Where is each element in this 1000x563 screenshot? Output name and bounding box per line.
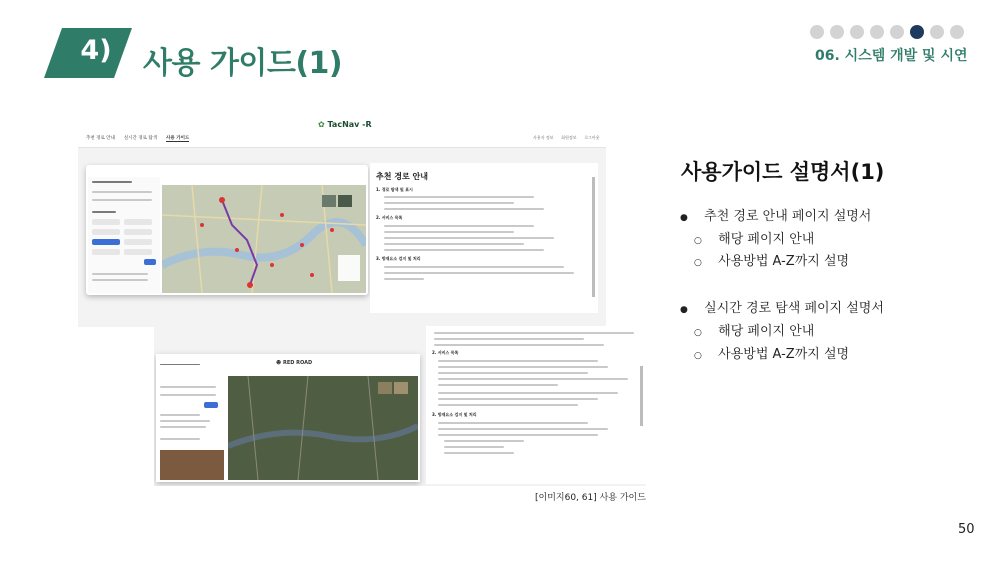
page-number: 50 xyxy=(958,522,975,537)
progress-dot xyxy=(930,25,944,39)
hollow-bullet-icon: ○ xyxy=(694,351,702,361)
disaster-photo xyxy=(160,450,224,480)
guide-subitem-text: 사용방법 A-Z까지 설명 xyxy=(718,347,850,362)
section-number: 4) xyxy=(80,35,112,66)
doc-section-2: 2. 서비스 목록 xyxy=(376,215,403,220)
breadcrumb: 06. 시스템 개발 및 시연 xyxy=(815,48,968,64)
nav-realtime[interactable]: 실시간 경로 탐색 xyxy=(123,136,158,141)
filled-bullet-icon: ● xyxy=(680,305,688,315)
doc-scrollbar[interactable] xyxy=(640,366,643,426)
progress-dot xyxy=(870,25,884,39)
doc-scrollbar[interactable] xyxy=(592,177,595,297)
person-icon: ☻ xyxy=(276,360,282,366)
leaf-icon: ✿ xyxy=(318,120,325,129)
progress-dots xyxy=(810,25,964,39)
doc-section-1: 1. 경로 탐색 및 표시 xyxy=(376,187,413,192)
app-logo xyxy=(318,120,372,129)
progress-dot xyxy=(950,25,964,39)
guide-subitem-text: 사용방법 A-Z까지 설명 xyxy=(718,254,850,269)
progress-dot xyxy=(850,25,864,39)
doc-title: 추천 경로 안내 xyxy=(376,172,428,181)
guide-subitem xyxy=(694,343,849,362)
guide-item xyxy=(680,297,884,316)
doc-section-2: 2. 서비스 목록 xyxy=(432,350,459,355)
progress-dot xyxy=(830,25,844,39)
guide-document xyxy=(426,326,646,484)
progress-dot xyxy=(810,25,824,39)
progress-dot xyxy=(890,25,904,39)
guide-subitem xyxy=(694,250,849,269)
embedded-app-screenshot xyxy=(86,165,368,295)
app-header xyxy=(78,115,606,148)
satellite-map xyxy=(228,376,418,480)
filled-bullet-icon: ● xyxy=(680,213,688,223)
hollow-bullet-icon: ○ xyxy=(694,236,702,246)
app-name: TacNav -R xyxy=(327,120,372,129)
embedded-app-screenshot xyxy=(156,354,420,482)
route-form-sidebar xyxy=(88,177,160,293)
image-caption: [이미지60, 61] 사용 가이드 xyxy=(535,493,646,503)
nav-recommend[interactable]: 추천 경로 안내 xyxy=(86,136,115,141)
guide-item xyxy=(680,205,871,224)
app-nav xyxy=(86,135,189,141)
guide-subitem-text: 해당 페이지 안내 xyxy=(718,324,815,339)
route-map xyxy=(162,185,366,293)
guide-item-text: 실시간 경로 탐색 페이지 설명서 xyxy=(704,301,884,316)
nav-user-info[interactable]: 사용자 정보 xyxy=(533,135,554,140)
app-name: RED ROAD xyxy=(282,360,313,366)
guide-heading: 사용가이드 설명서(1) xyxy=(681,160,885,184)
app-logo xyxy=(276,360,312,366)
guide-document xyxy=(370,163,598,313)
hollow-bullet-icon: ○ xyxy=(694,328,702,338)
guide-subitem xyxy=(694,228,814,247)
nav-guide[interactable]: 사용 가이드 xyxy=(166,136,190,141)
nav-logout[interactable]: 로그아웃 xyxy=(584,135,600,140)
guide-subitem-text: 해당 페이지 안내 xyxy=(718,232,815,247)
screenshot-recommend-route xyxy=(78,115,606,327)
guide-subitem xyxy=(694,320,814,339)
progress-dot-active xyxy=(910,25,924,39)
doc-section-3: 3. 방재요소 검지 및 처리 xyxy=(376,256,421,261)
app-nav-right xyxy=(533,135,600,141)
page-title: 사용 가이드(1) xyxy=(143,46,343,81)
doc-section-3: 3. 방재요소 검지 및 처리 xyxy=(432,412,477,417)
guide-item-text: 추천 경로 안내 페이지 설명서 xyxy=(704,209,872,224)
nav-member[interactable]: 회원정보 xyxy=(561,135,577,140)
hollow-bullet-icon: ○ xyxy=(694,258,702,268)
screenshot-realtime-route xyxy=(154,326,646,486)
